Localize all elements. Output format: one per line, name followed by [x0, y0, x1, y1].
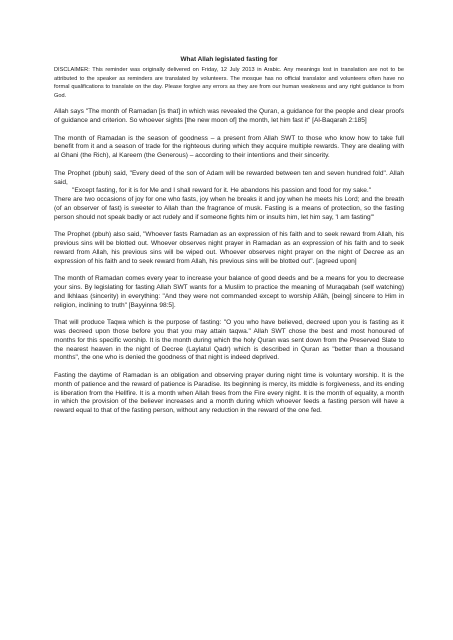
disclaimer: DISCLAIMER: This reminder was originally delivered on Friday, 12 July 2013 in Arabic. Any meanings lost in translation are not to be attributed to the speaker as reminders are translated by volunteers. The mosque has no official translator and volunteers often have no formal qualifications to translate on the day. Please forgive any errors as they are from our human weakness and any right guidance is from God. — [54, 67, 404, 99]
paragraph-whoever-fasts: The Prophet (pbuh) also said, "Whoever fasts Ramadan as an expression of his faith and to seek reward from Allah, his previous sins will be blotted out. Whoever observes night prayer in Ramadan as an expression of his faith and to seek reward from Allah, his previous sins will be wiped out. Whoever observes night prayer on the night of Decree as an expression of his faith and to seek reward from Allah, his previous sins will be blotted out". [agreed upon] — [54, 231, 404, 265]
paragraph-taqwa: That will produce Taqwa which is the purpose of fasting: "O you who have believed, decreed upon you is fasting as it was decreed upon those before you that you may attain taqwa." Allah SWT chose the best and most honoured of months for this specific worship. It is the month during which the holy Quran was sent down from the Preserved Slate to the nearest heaven in the night of Decree (Laylatul Qadr) which is described in Quran as "better than a thousand months", the one who is denied the goodness of that night is indeed deprived. — [54, 319, 404, 362]
paragraph-season-of-goodness: The month of Ramadan is the season of goodness – a present from Allah SWT to those who know how to take full benefit from it and a season of trade for the righteous during which they acquire multiple rewards. They are dealing with al Ghani (the Rich), al Kareem (the Generous) – according to their intentions and their sincerity. — [54, 134, 404, 160]
paragraph-quran-verse: Allah says "The month of Ramadan [is that] in which was revealed the Quran, a guidance for the people and clear proofs of guidance and criterion. So whoever sights [the new moon of] the month, let him fast it" [Al-Baqarah 2:185] — [54, 108, 404, 124]
paragraph-balance-of-deeds: The month of Ramadan comes every year to increase your balance of good deeds and be a means for you to decrease your sins. By legislating for fasting Allah SWT wants for a Muslim to practice the meaning of Muraqabah (self watching) and Ikhlaas (sincerity) in everything: "And they were not commanded except to worship Allāh, [being] sincere to Him in religion, inclining to truth" [Bayyinna 98:5]. — [54, 275, 404, 309]
paragraph-obligation: Fasting the daytime of Ramadan is an obligation and observing prayer during night time is voluntary worship. It is the month of patience and the reward of patience is Paradise. Its beginning is mercy, its middle is forgiveness, and its ending is liberation from the Hellfire. It is a month when Allah frees from the Fire every night. It is the month of equality, a month in which the provision of the believer increases and a month during which whoever feeds a fasting person will have a reward equal to that of the fasting person, without any reduction in the reward of the one fed. — [54, 372, 404, 415]
document-title: What Allah legislated fasting for — [180, 56, 278, 63]
hadith-quote: "Except fasting, for it is for Me and I shall reward for it. He abandons his passion and food for my sake." — [72, 187, 372, 195]
paragraph-occasions-of-joy: There are two occasions of joy for one who fasts, joy when he breaks it and joy when he meets his Lord; and the breath (of an observer of fast) is sweeter to Allah than the fragrance of musk. Fasting is a means of protection, so the fasting person should not speak badly or act rudely and if someone fights him or insults him, let him say, 'I am fasting'" — [54, 196, 404, 221]
document-body — [54, 56, 404, 425]
paragraph-prophet-hadith-intro: The Prophet (pbuh) said, "Every deed of the son of Adam will be rewarded between ten and seven hundred fold". Allah said, — [54, 169, 404, 186]
